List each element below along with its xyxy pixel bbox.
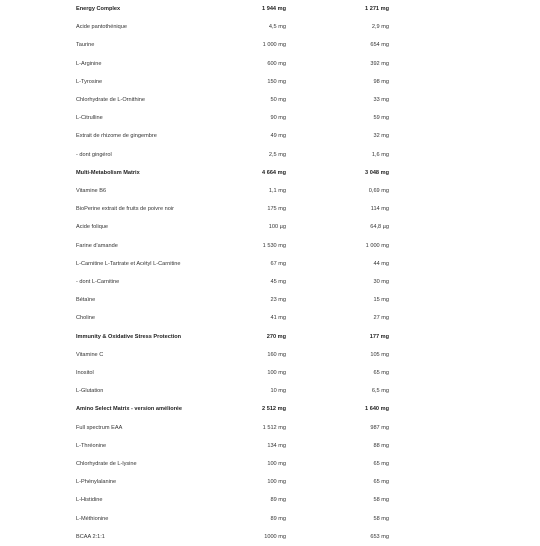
section-title: Immunity & Oxidative Stress Protection: [76, 333, 182, 340]
section-row: [0, 400, 540, 418]
ingredient-name: L-Phénylalanine: [76, 479, 117, 486]
amount-per-serving: 2 512 mg: [262, 406, 286, 413]
amount-per-serving: 1000 mg: [264, 533, 286, 540]
amount-per-serving: 1 944 mg: [262, 6, 286, 12]
amount-per-100g: 1 271 mg: [365, 6, 389, 12]
table-row: [0, 127, 540, 145]
table-row: [0, 146, 540, 164]
ingredient-name: Choline: [76, 315, 95, 322]
amount-per-100g: 987 mg: [370, 424, 389, 431]
amount-per-100g: 1 640 mg: [365, 406, 389, 413]
section-title: Amino Select Matrix - version améliorée: [76, 406, 183, 413]
table-row: [0, 491, 540, 509]
ingredient-name: Acide folique: [76, 224, 109, 231]
amount-per-serving: 4 664 mg: [262, 169, 286, 176]
ingredient-name: Acide pantothénique: [76, 24, 128, 31]
ingredient-name: Vitamine C: [76, 351, 104, 358]
table-row: [0, 437, 540, 455]
ingredient-name: L-Histidine: [76, 497, 103, 504]
amount-per-serving: 23 mg: [270, 297, 286, 304]
table-row: [0, 364, 540, 382]
amount-per-100g: 88 mg: [373, 442, 389, 449]
amount-per-serving: 100 mg: [267, 479, 286, 486]
ingredient-name: Chlorhydrate de L-Ornithine: [76, 97, 146, 103]
section-row: [0, 328, 540, 346]
amount-per-100g: 15 mg: [373, 297, 389, 304]
ingredient-name: BioPerine extrait de fruits de poivre noir: [76, 206, 174, 213]
amount-per-100g: 33 mg: [373, 97, 389, 103]
amount-per-100g: 98 mg: [373, 78, 389, 85]
table-row: [0, 455, 540, 473]
ingredient-name: Bétaïne: [76, 297, 96, 304]
ingredient-name: BCAA 2:1:1: [76, 533, 105, 540]
amount-per-serving: 50 mg: [270, 97, 286, 103]
ingredient-name: L-Méthionine: [76, 515, 109, 522]
ingredient-name: Vitamine B6: [76, 188, 107, 194]
amount-per-serving: 45 mg: [270, 279, 286, 285]
amount-per-100g: 27 mg: [373, 315, 389, 322]
ingredient-name: - dont gingérol: [76, 151, 112, 158]
ingredient-name: L-Thréonine: [76, 442, 107, 449]
amount-per-100g: 32 mg: [373, 133, 389, 140]
table-row: [0, 91, 540, 109]
ingredient-name: Full spectrum EAA: [76, 424, 123, 431]
amount-per-serving: 160 mg: [267, 351, 286, 358]
amount-per-serving: 49 mg: [270, 133, 286, 140]
section-row: [0, 164, 540, 182]
table-row: [0, 309, 540, 327]
table-row: [0, 473, 540, 491]
amount-per-serving: 67 mg: [270, 260, 286, 267]
table-row: [0, 346, 540, 364]
table-row: [0, 55, 540, 73]
amount-per-serving: 2,5 mg: [268, 151, 286, 158]
amount-per-100g: 177 mg: [369, 333, 389, 340]
ingredient-name: Chlorhydrate de L-lysine: [76, 461, 137, 467]
amount-per-100g: 58 mg: [373, 497, 389, 504]
amount-per-100g: 0,69 mg: [368, 188, 389, 194]
section-title: Energy Complex: [76, 6, 121, 12]
ingredient-name: L-Glutation: [76, 388, 104, 395]
ingredient-name: - dont L-Carnitine: [76, 279, 120, 285]
table-row: [0, 273, 540, 291]
amount-per-100g: 65 mg: [373, 461, 389, 467]
ingredient-name: Inositol: [76, 370, 94, 376]
amount-per-100g: 30 mg: [373, 279, 389, 285]
table-row: [0, 109, 540, 127]
amount-per-100g: 6,5 mg: [371, 388, 389, 395]
ingredient-name: L-Citrulline: [76, 115, 103, 122]
amount-per-serving: 270 mg: [266, 333, 286, 340]
amount-per-serving: 134 mg: [267, 442, 286, 449]
table-row: [0, 237, 540, 255]
amount-per-serving: 89 mg: [270, 497, 286, 504]
amount-per-100g: 1 000 mg: [365, 242, 389, 249]
ingredient-name: Taurine: [76, 42, 95, 49]
amount-per-serving: 41 mg: [270, 315, 286, 322]
table-row: [0, 18, 540, 36]
amount-per-100g: 392 mg: [370, 60, 389, 67]
amount-per-serving: 150 mg: [267, 78, 286, 85]
amount-per-100g: 105 mg: [370, 351, 389, 358]
amount-per-100g: 1,6 mg: [371, 151, 389, 158]
table-row: [0, 528, 540, 546]
amount-per-serving: 89 mg: [270, 515, 286, 522]
amount-per-100g: 44 mg: [373, 260, 389, 267]
section-row: [0, 0, 540, 18]
ingredient-name: Extrait de rhizome de gingembre: [76, 133, 157, 140]
table-row: [0, 255, 540, 273]
amount-per-serving: 175 mg: [267, 206, 286, 213]
amount-per-serving: 1 512 mg: [262, 424, 286, 431]
amount-per-serving: 1 530 mg: [262, 242, 286, 249]
amount-per-serving: 100 mg: [267, 370, 286, 376]
amount-per-serving: 1,1 mg: [268, 188, 286, 194]
amount-per-100g: 654 mg: [370, 42, 389, 49]
amount-per-100g: 653 mg: [370, 533, 389, 540]
table-row: [0, 200, 540, 218]
amount-per-100g: 2,9 mg: [371, 24, 389, 31]
table-row: [0, 73, 540, 91]
amount-per-serving: 1 000 mg: [262, 42, 286, 49]
amount-per-serving: 4,5 mg: [268, 24, 286, 31]
amount-per-100g: 65 mg: [373, 370, 389, 376]
amount-per-100g: 65 mg: [373, 479, 389, 486]
table-row: [0, 510, 540, 528]
ingredient-name: L-Arginine: [76, 60, 102, 67]
amount-per-100g: 64,8 µg: [370, 224, 389, 231]
amount-per-serving: 10 mg: [270, 388, 286, 395]
table-row: [0, 382, 540, 400]
table-row: [0, 182, 540, 200]
amount-per-100g: 3 048 mg: [365, 169, 389, 176]
amount-per-100g: 114 mg: [370, 206, 389, 213]
amount-per-serving: 600 mg: [267, 60, 286, 67]
ingredient-name: Farine d'amande: [76, 242, 118, 249]
table-row: [0, 218, 540, 236]
ingredient-name: L-Carnitine L-Tartrate et Acétyl L-Carnitine: [76, 260, 181, 267]
amount-per-serving: 100 µg: [268, 224, 286, 231]
amount-per-100g: 59 mg: [373, 115, 389, 122]
table-row: [0, 36, 540, 54]
amount-per-serving: 90 mg: [270, 115, 286, 122]
ingredient-name: L-Tyrosine: [76, 78, 103, 85]
table-row: [0, 291, 540, 309]
amount-per-100g: 58 mg: [373, 515, 389, 522]
section-title: Multi-Metabolism Matrix: [76, 169, 140, 176]
table-row: [0, 419, 540, 437]
amount-per-serving: 100 mg: [267, 461, 286, 467]
